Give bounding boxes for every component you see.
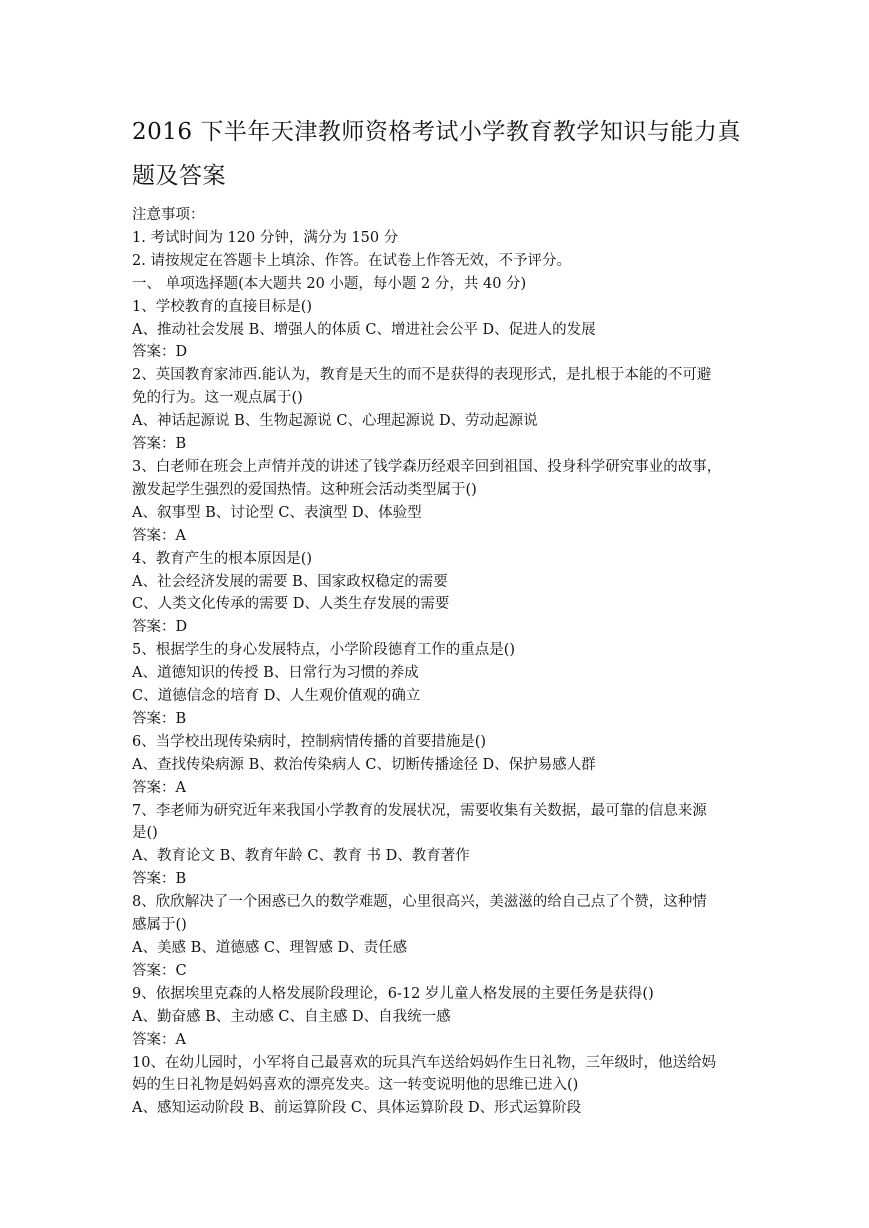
text-line: A、推动社会发展 B、增强人的体质 C、增进社会公平 D、促进人的发展 (132, 321, 596, 338)
text-line: A、勤奋感 B、主动感 C、自主感 D、自我统一感 (132, 1008, 451, 1025)
text-line: 是() (132, 825, 158, 842)
text-line: 9、依据埃里克森的人格发展阶段理论，6-12 岁儿童人格发展的主要任务是获得() (132, 985, 654, 1002)
text-line: 10、在幼儿园时，小军将自己最喜欢的玩具汽车送给妈妈作生日礼物，三年级时，他送给妈 (132, 1054, 716, 1071)
text-line: 注意事项： (132, 207, 205, 223)
text-line: C、人类文化传承的需要 D、人类生存发展的需要 (132, 596, 450, 613)
text-line: A、查找传染病源 B、救治传染病人 C、切断传播途径 D、保护易感人群 (132, 756, 596, 773)
text-line: 答案：A (132, 527, 186, 544)
text-line: 7、李老师为研究近年来我国小学教育的发展状况，需要收集有关数据，最可靠的信息来源 (132, 802, 707, 819)
text-line: A、美感 B、道德感 C、理智感 D、责任感 (132, 940, 408, 956)
text-line: 6、当学校出现传染病时，控制病情传播的首要措施是() (132, 733, 487, 750)
text-line: 2. 请按规定在答题卡上填涂、作答。在试卷上作答无效，不予评分。 (132, 252, 571, 269)
text-line: 答案：B (132, 436, 187, 453)
text-line: 感属于() (132, 917, 187, 934)
text-line: 答案：A (132, 779, 186, 796)
text-line: 激发起学生强烈的爱国热情。这种班会活动类型属于() (132, 481, 477, 498)
text-line: 一、 单项选择题(本大题共 20 小题，每小题 2 分，共 40 分) (132, 275, 527, 292)
text-line: A、神话起源说 B、生物起源说 C、心理起源说 D、劳动起源说 (132, 413, 538, 430)
document-title (132, 110, 744, 198)
text-line: C、道德信念的培育 D、人生观价值观的确立 (132, 688, 421, 705)
text-line: A、叙事型 B、讨论型 C、表演型 D、体验型 (132, 504, 422, 521)
text-line: 5、根据学生的身心发展特点，小学阶段德育工作的重点是() (132, 642, 516, 659)
text-line: 1、学校教育的直接目标是() (132, 298, 313, 315)
document-body (132, 204, 744, 1120)
text-line: 答案：D (132, 344, 188, 361)
text-line: 答案：D (132, 619, 188, 636)
title-line-2: 题及答案 (132, 163, 226, 189)
text-line: A、感知运动阶段 B、前运算阶段 C、具体运算阶段 D、形式运算阶段 (132, 1100, 582, 1117)
text-line: 1. 考试时间为 120 分钟，满分为 150 分 (132, 229, 399, 246)
text-line: 免的行为。这一观点属于() (132, 390, 303, 407)
text-line: 4、教育产生的根本原因是() (132, 550, 313, 567)
text-line: 3、白老师在班会上声情并茂的讲述了钱学森历经艰辛回到祖国、投身科学研究事业的故事， (132, 458, 722, 475)
text-line: 答案：B (132, 871, 187, 888)
text-line: A、教育论文 B、教育年龄 C、教育 书 D、教育著作 (132, 848, 470, 865)
text-line: A、社会经济发展的需要 B、国家政权稳定的需要 (132, 573, 448, 590)
title-line-1: 2016 下半年天津教师资格考试小学教育教学知识与能力真 (132, 119, 741, 145)
text-line: 2、英国教育家沛西.能认为，教育是天生的而不是获得的表现形式，是扎根于本能的不可避 (132, 367, 712, 384)
text-line: 答案：A (132, 1031, 186, 1048)
text-line: 答案：C (132, 962, 187, 979)
text-line: 答案：B (132, 710, 187, 727)
text-line: A、道德知识的传授 B、日常行为习惯的养成 (132, 665, 419, 682)
document-page (132, 110, 744, 1120)
text-line: 妈的生日礼物是妈妈喜欢的漂亮发夹。这一转变说明他的思维已进入() (132, 1077, 579, 1094)
text-line: 8、欣欣解决了一个困惑已久的数学难题，心里很高兴，美滋滋的给自己点了个赞，这种情 (132, 894, 707, 911)
